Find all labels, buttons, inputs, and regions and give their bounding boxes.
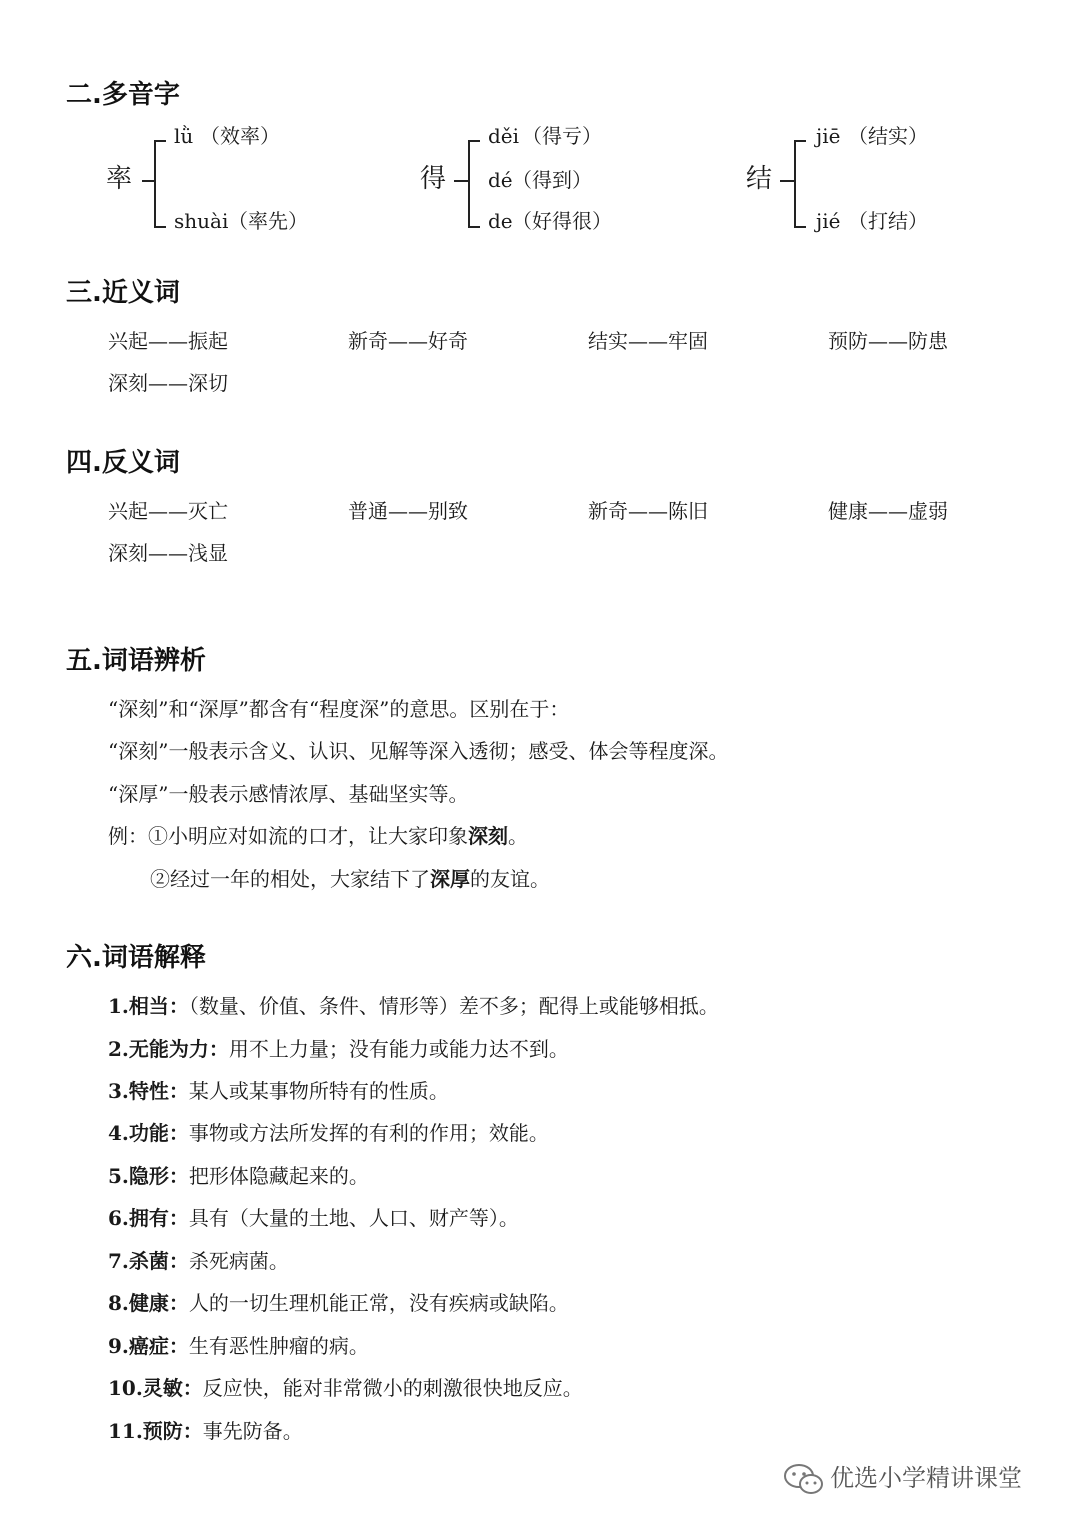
definition-term: 6.拥有： [108,1206,189,1230]
example-sentence [108,824,528,848]
definition-text: 事物或方法所发挥的有利的作用；效能。 [188,1121,549,1145]
definition-term: 10.灵敏： [108,1376,203,1400]
example-text: 。 [508,824,528,848]
reading-word: （效率） [200,124,280,148]
definition-term: 11.预防： [108,1419,203,1443]
definition-term: 2.无能为力： [108,1037,229,1061]
example-keyword: 深厚 [430,867,470,891]
section-heading-antonyms: 四.反义词 [66,448,180,478]
example-sentence [150,867,550,891]
definition-term: 1.相当： [108,994,189,1018]
polyphone-char: 结 [746,164,773,194]
definition-text: 用不上力量；没有能力或能力达不到。 [228,1037,569,1061]
reading-word: （好得很） [512,209,612,233]
brace-stub [780,180,794,182]
reading-word: （得到） [512,168,592,192]
definition-text: 生有恶性肿瘤的病。 [188,1334,369,1358]
polyphone-char: 率 [106,164,133,194]
definition-term: 3.特性： [108,1079,189,1103]
section-heading-analysis: 五.词语辨析 [66,646,206,676]
antonym-pair: 普通——别致 [348,499,468,523]
definition-item [108,1291,569,1315]
definition-item [108,1376,583,1400]
polyphone-char: 得 [420,164,447,194]
definition-term: 5.隐形： [108,1164,189,1188]
wechat-icon [782,1462,826,1496]
reading-pinyin: děi [488,124,520,148]
reading-word: （得亏） [522,124,602,148]
section-heading-synonyms: 三.近义词 [66,278,180,308]
antonym-pair: 深刻——浅显 [108,541,228,565]
definition-term: 4.功能： [108,1121,189,1145]
reading-word: （打结） [848,209,928,233]
definition-text: （数量、价值、条件、情形等）差不多；配得上或能够相抵。 [188,994,719,1018]
brace-stub [454,180,468,182]
synonym-pair: 深刻——深切 [108,371,228,395]
definition-item [108,1249,289,1273]
reading-pinyin: lǜ [174,124,194,148]
example-text: 的友谊。 [470,867,550,891]
reading-pinyin: dé [488,168,513,192]
analysis-line: “深厚”一般表示感情浓厚、基础坚实等。 [108,782,469,806]
definition-item [108,1079,449,1103]
definition-item [108,1121,549,1145]
reading-pinyin: de [488,209,513,233]
analysis-line: “深刻”和“深厚”都含有“程度深”的意思。区别在于： [108,697,570,721]
definition-text: 事先防备。 [202,1419,303,1443]
definition-item [108,1334,369,1358]
definition-text: 把形体隐藏起来的。 [188,1164,369,1188]
section-heading-polyphone: 二.多音字 [66,80,180,110]
section-heading-definitions: 六.词语解释 [66,943,206,973]
watermark-text: 优选小学精讲课堂 [830,1464,1022,1492]
definition-item [108,1419,303,1443]
definition-term: 8.健康： [108,1291,189,1315]
definition-text: 人的一切生理机能正常，没有疾病或缺陷。 [188,1291,569,1315]
synonym-pair: 新奇——好奇 [348,329,468,353]
antonym-pair: 新奇——陈旧 [588,499,708,523]
synonym-pair: 兴起——振起 [108,329,228,353]
brace [794,140,806,228]
definition-term: 9.癌症： [108,1334,189,1358]
synonym-pair: 预防——防患 [828,329,948,353]
example-keyword: 深刻 [468,824,508,848]
reading-pinyin: jiē [816,124,841,148]
brace-stub [142,180,154,182]
brace [154,140,166,228]
definition-text: 反应快，能对非常微小的刺激很快地反应。 [202,1376,583,1400]
definition-term: 7.杀菌： [108,1249,189,1273]
brace [468,140,480,228]
definition-item [108,994,719,1018]
reading-pinyin: shuài [174,209,229,233]
analysis-line: “深刻”一般表示含义、认识、见解等深入透彻；感受、体会等程度深。 [108,739,729,763]
definition-item [108,1206,519,1230]
synonym-pair: 结实——牢固 [588,329,708,353]
example-text: ②经过一年的相处，大家结下了 [150,867,430,891]
definition-text: 杀死病菌。 [188,1249,289,1273]
antonym-pair: 健康——虚弱 [828,499,948,523]
reading-word: （率先） [228,209,308,233]
definition-item [108,1164,369,1188]
definition-item [108,1037,569,1061]
reading-pinyin: jié [816,209,841,233]
reading-word: （结实） [848,124,928,148]
definition-text: 具有（大量的土地、人口、财产等）。 [188,1206,519,1230]
antonym-pair: 兴起——灭亡 [108,499,228,523]
example-text: 例：①小明应对如流的口才，让大家印象 [108,824,468,848]
definition-text: 某人或某事物所特有的性质。 [188,1079,449,1103]
